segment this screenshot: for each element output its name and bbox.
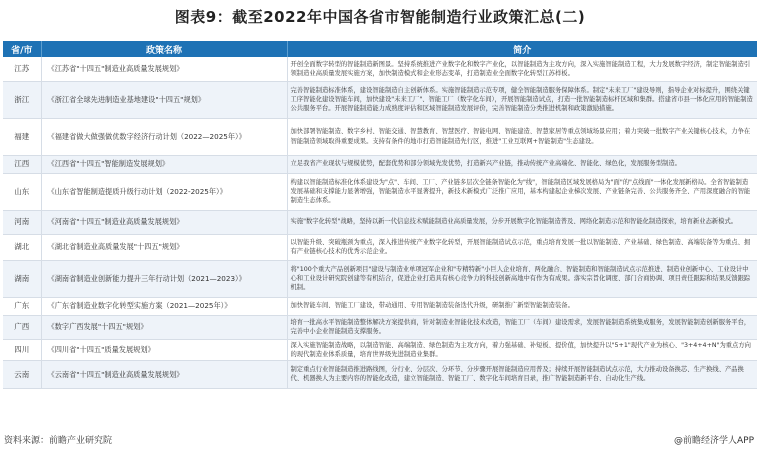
table-row bbox=[3, 339, 757, 360]
brand-credit-text: @前瞻经济学人APP bbox=[673, 436, 754, 446]
row-province: 河南 bbox=[3, 210, 41, 234]
row-province: 广东 bbox=[3, 297, 41, 315]
table-row bbox=[3, 297, 757, 315]
row-summary: 完善智能制造标准体系，建设智能制造自主创新体系。实施智能制造示范专项，健全智能制造服务保障体系。制定"未来工厂"建设导则，指导企业对标提升，围绕关键工序智能化建设智能车间，加快建设"未来工厂"、智能工厂（数字化车间），开展智能制造试点，打造一批智能制造标杆区域和集群。搭建省市县一体化应用的智能制造公共服务平台。开展智能制造能力成熟度评估和区域智能制造发展评价，完善智能制造分类推进机制和政策激励措施。 bbox=[287, 81, 757, 118]
row-province: 江西 bbox=[3, 155, 41, 173]
row-policy-name: 《江西省"十四五"智能制造发展规划》 bbox=[41, 155, 287, 173]
table-row bbox=[3, 155, 757, 173]
header-policy: 政策名称 bbox=[41, 41, 287, 57]
row-policy-name: 《云南省"十四五"制造业高质量发展规划》 bbox=[41, 360, 287, 388]
row-summary: 以智能升级、突破瓶颈为重点，深入推进传统产业数字化转型，开展智能制造试点示范，重点培育发展一批以智能制造、产业基础、绿色制造、高端装备等为重点、拥有产业链核心技术的优秀示范企业。 bbox=[287, 234, 757, 260]
row-province: 湖北 bbox=[3, 234, 41, 260]
row-policy-name: 《山东省智能制造提质升级行动计划（2022-2025年）》 bbox=[41, 173, 287, 210]
row-province: 浙江 bbox=[3, 81, 41, 118]
row-summary: 开创全面数字转型的智能制造新图景。坚持系统推进产业数字化和数字产业化，以智能制造为主攻方向，深入实施智能制造工程，大力发展数字经济，制定智能制造引领制造业高质量发展实施方案，加快制造模式和企业形态变革，打造制造业全面数字化转型江苏样板。 bbox=[287, 57, 757, 81]
row-summary: 构建以智能制造标准化体系建设为"点"、车间、工厂、产业链多层次全链条智能化为"线"，智能制造区域发展格局为"面"的"点线面"一体化发展新格局。全省智能制造发展基础和支撑能力显著增强，智能制造水平显著提升，新技术新模式广泛推广应用，基本构建起企业梯次发展、产业链条完善、公共服务齐全、产用深度融合的智能制造生态体系。 bbox=[287, 173, 757, 210]
row-policy-name: 《四川省"十四五"质量发展规划》 bbox=[41, 339, 287, 360]
table-row bbox=[3, 57, 757, 81]
table-row bbox=[3, 234, 757, 260]
row-policy-name: 《河南省"十四五"制造业高质量发展规划》 bbox=[41, 210, 287, 234]
row-summary: 立足我省产业现状与规模优势，配套优势和部分领域先发优势，打造新兴产业链，推动传统产业高端化、智能化、绿色化，发展服务型制造。 bbox=[287, 155, 757, 173]
table-body bbox=[3, 57, 757, 388]
row-policy-name: 《湖北省制造业高质量发展"十四五"规划》 bbox=[41, 234, 287, 260]
row-province: 云南 bbox=[3, 360, 41, 388]
policy-table bbox=[3, 41, 757, 389]
row-province: 江苏 bbox=[3, 57, 41, 81]
row-province: 四川 bbox=[3, 339, 41, 360]
row-summary: 加快智能车间、智能工厂建设，带动通用、专用智能制造装备迭代升级，研制推广新型智能制造装备。 bbox=[287, 297, 757, 315]
row-policy-name: 《江苏省"十四五"制造业高质量发展规划》 bbox=[41, 57, 287, 81]
row-summary: 实施"数字化转型"战略，坚持以新一代信息技术赋能制造业高质量发展，分步开展数字化智能制造普及、网络化制造示范和智能化制造探索，培育新业态新模式。 bbox=[287, 210, 757, 234]
table-row bbox=[3, 81, 757, 118]
row-policy-name: 《数字广西发展"十四五"规划》 bbox=[41, 315, 287, 339]
row-summary: 加快部署智能制造、数字乡村、智能交通、智慧教育、智慧医疗、智能电网、智能建造、智慧家居等重点领域场景应用；着力突破一批数字产业关键核心技术，力争在智能制造领域取得重要成果。支持有条件的地市打造智能制造先行区，推进"工业互联网+智能制造"生态建设。 bbox=[287, 118, 757, 155]
row-summary: 制定重点行业智能制造推进路线图，分行业、分层次、分环节、分步骤开展智能制造应用普及；持续开展智能制造试点示范，大力推动设备换芯、生产换线、产品换代、机器换人为主要内容的智能化改造，建立智能制造、智能工厂、数字化车间培育目录，推广智能制造新平台、自动化生产线。 bbox=[287, 360, 757, 388]
header-summary: 简介 bbox=[287, 41, 757, 57]
table-row bbox=[3, 118, 757, 155]
header-province: 省/市 bbox=[3, 41, 41, 57]
table-row bbox=[3, 260, 757, 297]
table-row bbox=[3, 360, 757, 388]
row-policy-name: 《福建省做大做强做优数字经济行动计划（2022—2025年）》 bbox=[41, 118, 287, 155]
table-row bbox=[3, 210, 757, 234]
table-header-row bbox=[3, 41, 757, 57]
brand-credit bbox=[674, 433, 754, 446]
row-province: 山东 bbox=[3, 173, 41, 210]
row-policy-name: 《湖南省制造业创新能力提升三年行动计划（2021—2023）》 bbox=[41, 260, 287, 297]
row-summary: 将"100个重大产品创新项目"建设与制造业单项冠军企业和"专精特新"小巨人企业培育、两化融合、智能制造和智能制造试点示范推进、制造业创新中心、工业设计中心和工业设计研究院创建等有机结合，促进企业打造具有核心竞争力的科技创新高地中有作为有成果。落实宗旨化调度、部门合商协调、项目责任跟踪和结果反馈跟踪机制。 bbox=[287, 260, 757, 297]
page-title: 图表9：截至2022年中国各省市智能制造行业政策汇总(二) bbox=[174, 8, 586, 26]
table-row bbox=[3, 173, 757, 210]
source-note: 资料来源：前瞻产业研究院 bbox=[4, 436, 113, 446]
row-province: 福建 bbox=[3, 118, 41, 155]
row-summary: 培育一批高水平智能制造整体解决方案提供商，针对制造业智能化技术改造，智能工厂（车间）建设需求，发展智能制造系统集成服务，发展智能制造创新服务平台，完善中小企业智能制造支撑服务。 bbox=[287, 315, 757, 339]
row-policy-name: 《广东省制造业数字化转型实施方案（2021—2025年）》 bbox=[41, 297, 287, 315]
table-row bbox=[3, 315, 757, 339]
row-summary: 深入实施智能制造战略，以制造智能、高端制造、绿色制造为主攻方向，着力强基础、补短板、提价值，加快提升以"5+1"现代产业为核心、"3+4+4+N"为重点方向的现代制造业体系质量，培育世界级先进制造业集群。 bbox=[287, 339, 757, 360]
row-province: 广西 bbox=[3, 315, 41, 339]
row-policy-name: 《浙江省全球先进制造业基地建设"十四五"规划》 bbox=[41, 81, 287, 118]
row-province: 湖南 bbox=[3, 260, 41, 297]
